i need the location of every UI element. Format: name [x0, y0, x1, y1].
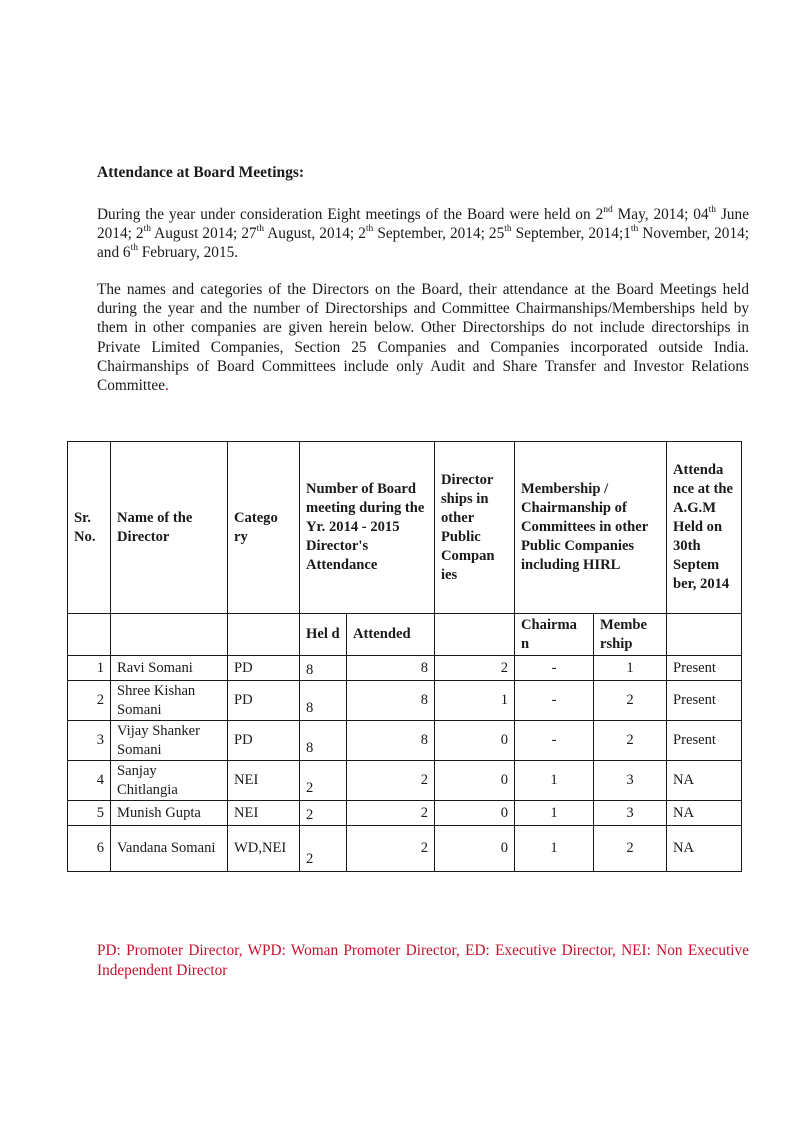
cell-agm-attendance: NA	[667, 801, 742, 826]
header-category: Catego ry	[228, 442, 300, 614]
cell-chairman: 1	[515, 761, 594, 801]
paragraph-text: September, 2014; 25	[373, 225, 505, 243]
cell-membership: 3	[594, 761, 667, 801]
cell-chairman: -	[515, 681, 594, 721]
subheader-empty	[667, 614, 742, 656]
cell-director-name: Sanjay Chitlangia	[111, 761, 228, 801]
ordinal-suffix: th	[504, 224, 512, 235]
cell-attended: 2	[347, 826, 435, 872]
cell-membership: 2	[594, 826, 667, 872]
paragraph-text: August, 2014; 2	[264, 225, 366, 243]
table-row	[68, 761, 742, 801]
cell-membership: 1	[594, 656, 667, 681]
header-board-meeting: Number of Board meeting during the Yr. 2014 - 2015 Director's Attendance	[300, 442, 435, 614]
cell-agm-attendance: Present	[667, 721, 742, 761]
cell-agm-attendance: NA	[667, 826, 742, 872]
cell-category: WD,NEI	[228, 826, 300, 872]
cell-attended: 2	[347, 761, 435, 801]
cell-attended: 8	[347, 721, 435, 761]
cell-chairman: -	[515, 721, 594, 761]
cell-directorships: 0	[435, 721, 515, 761]
header-name: Name of the Director	[111, 442, 228, 614]
cell-membership: 3	[594, 801, 667, 826]
subheader-empty	[68, 614, 111, 656]
cell-chairman: -	[515, 656, 594, 681]
ordinal-suffix: th	[143, 224, 151, 235]
cell-held: 8	[300, 656, 347, 681]
cell-directorships: 0	[435, 801, 515, 826]
paragraph-text: June 2014; 2	[97, 206, 749, 243]
paragraph-text: September, 2014;1	[511, 225, 631, 243]
cell-director-name: Vijay Shanker Somani	[111, 721, 228, 761]
cell-category: PD	[228, 681, 300, 721]
subheader-membership: Membe rship	[594, 614, 667, 656]
cell-directorships: 1	[435, 681, 515, 721]
cell-sr-no: 2	[68, 681, 111, 721]
header-sr-no: Sr. No.	[68, 442, 111, 614]
cell-directorships: 0	[435, 761, 515, 801]
cell-attended: 8	[347, 681, 435, 721]
cell-held: 8	[300, 721, 347, 761]
cell-directorships: 0	[435, 826, 515, 872]
cell-chairman: 1	[515, 801, 594, 826]
ordinal-suffix: th	[256, 224, 265, 235]
table-row	[68, 721, 742, 761]
header-committees: Membership / Chairmanship of Committees in other Public Companies including HIRL	[515, 442, 667, 614]
cell-category: NEI	[228, 761, 300, 801]
cell-agm-attendance: NA	[667, 761, 742, 801]
table-subheader-row	[68, 614, 742, 656]
table-row	[68, 801, 742, 826]
cell-sr-no: 6	[68, 826, 111, 872]
cell-category: NEI	[228, 801, 300, 826]
paragraph-text: February, 2015.	[137, 244, 239, 262]
section-heading: Attendance at Board Meetings:	[97, 164, 305, 181]
cell-membership: 2	[594, 721, 667, 761]
cell-attended: 2	[347, 801, 435, 826]
table-row	[68, 826, 742, 872]
ordinal-suffix: th	[130, 243, 138, 254]
directors-paragraph-period: .	[164, 377, 169, 395]
paragraph-text: May, 2014; 04	[612, 206, 709, 223]
cell-sr-no: 4	[68, 761, 111, 801]
cell-attended: 8	[347, 656, 435, 681]
subheader-empty	[111, 614, 228, 656]
meetings-paragraph	[97, 205, 749, 263]
subheader-empty	[435, 614, 515, 656]
category-legend: PD: Promoter Director, WPD: Woman Promoter Director, ED: Executive Director, NEI: Non Executive Independent Director	[97, 942, 749, 979]
table-row	[68, 656, 742, 681]
subheader-chairman: Chairma n	[515, 614, 594, 656]
cell-director-name: Ravi Somani	[111, 656, 228, 681]
cell-agm-attendance: Present	[667, 681, 742, 721]
header-agm: Attenda nce at the A.G.M Held on 30th Septem ber, 2014	[667, 442, 742, 614]
cell-director-name: Munish Gupta	[111, 801, 228, 826]
cell-category: PD	[228, 656, 300, 681]
ordinal-suffix: th	[630, 224, 639, 235]
table-header-row	[68, 442, 742, 614]
subheader-attended: Attended	[347, 614, 435, 656]
paragraph-text: November, 2014; and 6	[97, 225, 749, 262]
cell-sr-no: 5	[68, 801, 111, 826]
cell-sr-no: 1	[68, 656, 111, 681]
cell-membership: 2	[594, 681, 667, 721]
directors-paragraph	[97, 280, 749, 395]
paragraph-text: During the year under consideration Eight meetings of the Board were held on 2	[97, 206, 604, 223]
cell-sr-no: 3	[68, 721, 111, 761]
cell-held: 8	[300, 681, 347, 721]
cell-director-name: Vandana Somani	[111, 826, 228, 872]
paragraph-text: August 2014; 27	[150, 225, 257, 243]
header-directorships: Director ships in other Public Compan ies	[435, 442, 515, 614]
cell-agm-attendance: Present	[667, 656, 742, 681]
ordinal-suffix: th	[708, 204, 716, 215]
subheader-held: Hel d	[300, 614, 347, 656]
ordinal-suffix: nd	[603, 204, 613, 215]
cell-chairman: 1	[515, 826, 594, 872]
cell-directorships: 2	[435, 656, 515, 681]
cell-held: 2	[300, 761, 347, 801]
directors-attendance-table	[67, 441, 742, 872]
ordinal-suffix: th	[365, 224, 374, 235]
subheader-empty	[228, 614, 300, 656]
cell-category: PD	[228, 721, 300, 761]
cell-held: 2	[300, 826, 347, 872]
table-row	[68, 681, 742, 721]
directors-paragraph-text: The names and categories of the Directors on the Board, their attendance at the Board Meetings held during the year and the number of Directorships and Committee Chairmanships/Memberships held by them in other companies are given herein below. Other Directorships do not include directorships in Private Limited Companies, Section 25 Companies and Companies incorporated outside India. Chairmanships of Board Committees include only Audit and Share Transfer and Investor Relations Committee	[97, 281, 749, 395]
cell-director-name: Shree Kishan Somani	[111, 681, 228, 721]
cell-held: 2	[300, 801, 347, 826]
